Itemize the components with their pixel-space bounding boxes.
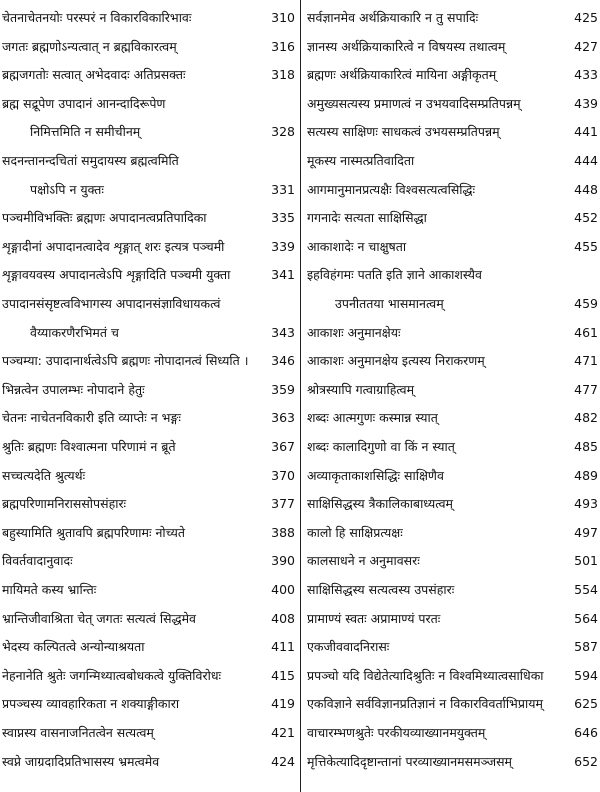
toc-entry: [0, 549, 297, 573]
toc-entry-page: 485: [574, 439, 598, 454]
toc-entry: [0, 607, 297, 631]
toc-entry-page: 425: [574, 10, 598, 25]
toc-entry-page: 493: [574, 496, 598, 512]
toc-entry-page: 424: [271, 753, 295, 769]
toc-entry-page: 370: [271, 467, 295, 483]
toc-entry-title: नेहनानेति श्रुतेः जगन्मिथ्यात्वबोधकत्वे युक्तिविरोधः: [2, 667, 222, 683]
toc-entry: [305, 149, 600, 173]
toc-entry-page: 441: [574, 124, 598, 140]
toc-entry-title: भेदस्य कल्पितत्वे अन्योन्याश्रयता: [2, 639, 145, 655]
toc-entry-page: 343: [271, 324, 295, 340]
toc-entry-page: 652: [574, 753, 598, 769]
toc-entry-title: चेतनाचेतनयोः परस्परं न विकारविकारिभावः: [2, 10, 192, 25]
toc-entry-title: श्रुतिः ब्रह्मणः विश्वात्मना परिणामं न ब्रूते: [2, 439, 176, 454]
toc-entry-page: 459: [574, 296, 598, 311]
toc-entry: [0, 750, 297, 774]
toc-entry-title: वैय्याकरणैरभिमतं च: [30, 324, 119, 340]
toc-entry-title: ब्रह्म सद्रूपेण उपादानं आनन्दादिरूपेण: [2, 95, 166, 111]
toc-entry-title: पञ्चम्या: उपादानार्थत्वेऽपि ब्रह्मणः नोपादानत्वं सिध्यति ।: [2, 353, 249, 369]
toc-entry-page: 341: [271, 267, 295, 283]
toc-entry-title: सदनन्तानन्दचितां समुदायस्य ब्रह्मत्वमिति: [2, 153, 179, 168]
toc-entry: [305, 235, 600, 259]
toc-entry-page: 477: [574, 381, 598, 397]
toc-entry-page: 316: [271, 38, 295, 54]
toc-entry: [0, 406, 297, 430]
toc-entry-title: शृङ्गावयवस्य अपादानत्वेऽपि शृङ्गादिति पञ्चमी युक्ता: [2, 267, 231, 283]
toc-entry-page: 461: [574, 324, 598, 340]
toc-entry-page: 455: [574, 238, 598, 254]
toc-entry: [305, 464, 600, 488]
toc-entry: [305, 292, 600, 316]
toc-entry-page: 328: [271, 124, 295, 140]
toc-entry: [0, 63, 297, 87]
toc-entry-page: 346: [271, 353, 295, 369]
toc-entry-title: उपनीततया भासमानत्वम्: [335, 296, 444, 311]
column-divider: [300, 0, 301, 792]
toc-entry-page: 497: [574, 524, 598, 540]
toc-entry: [305, 750, 600, 774]
toc-entry-title: शब्दः आत्मगुणः कस्मान्न स्यात्: [307, 410, 438, 426]
toc-entry: [305, 692, 600, 716]
toc-entry-page: 359: [271, 381, 295, 397]
toc-entry: [0, 492, 297, 516]
toc-entry-title: अव्याकृताकाशसिद्धिः साक्षिणैव: [307, 467, 444, 483]
toc-entry-page: 646: [574, 725, 598, 740]
toc-entry-page: 501: [574, 553, 598, 569]
toc-entry-page: 408: [271, 610, 295, 626]
toc-entry-title: विवर्तवादानुवादः: [2, 553, 73, 569]
toc-entry: [305, 378, 600, 402]
toc-entry-title: शृङ्गादीनां अपादानत्वादेव शृङ्गात् शरः इत्यत्र पञ्चमी: [2, 238, 225, 254]
toc-entry: [305, 92, 600, 116]
toc-entry: [0, 6, 297, 30]
toc-entry: [305, 35, 600, 59]
toc-entry-title: सच्चत्यदेति श्रुत्यर्थः: [2, 467, 86, 483]
toc-entry-title: प्रामाण्यं स्वतः अप्रामाण्यं परतः: [307, 610, 441, 626]
toc-entry: [0, 378, 297, 402]
toc-entry: [0, 349, 297, 373]
toc-entry: [305, 664, 600, 688]
toc-entry: [0, 435, 297, 459]
toc-entry: [305, 435, 600, 459]
toc-entry: [0, 235, 297, 259]
toc-entry-page: 335: [271, 210, 295, 226]
toc-entry-page: 433: [574, 67, 598, 83]
toc-entry-title: एकजीववादनिरासः: [307, 639, 390, 655]
toc-entry-page: 554: [574, 582, 598, 597]
toc-entry-title: भ्रान्तिजीवाश्रिता चेत् जगतः सत्यत्वं सिद्धमेव: [2, 610, 196, 626]
toc-entry-page: 419: [271, 696, 295, 712]
toc-entry: [305, 263, 600, 287]
toc-entry-page: 411: [271, 639, 295, 655]
toc-entry-title: ब्रह्मणः अर्थक्रियाकारित्वं मायिना अङ्गीकृतम्: [307, 67, 497, 83]
toc-entry: [0, 92, 297, 116]
toc-entry: [305, 63, 600, 87]
toc-entry: [0, 521, 297, 545]
toc-entry-title: कालो हि साक्षिप्रत्यक्षः: [307, 524, 403, 540]
toc-entry: [305, 349, 600, 373]
toc-entry-title: स्वप्ने जाग्रदादिप्रतिभासस्य भ्रमत्वमेव: [2, 753, 160, 769]
toc-entry: [0, 635, 297, 659]
toc-entry: [305, 178, 600, 202]
toc-entry-title: साक्षिसिद्धस्य सत्यत्वस्य उपसंहारः: [307, 582, 455, 597]
toc-entry: [0, 263, 297, 287]
toc-entry-page: 421: [271, 725, 295, 740]
toc-entry-page: 427: [574, 38, 598, 54]
toc-entry-title: आगमानुमानप्रत्यक्षैः विश्वसत्यत्वसिद्धिः: [307, 181, 476, 197]
toc-entry: [0, 120, 297, 144]
toc-entry-title: प्रपञ्चो यदि विद्येतेत्यादिश्रुतिः न विश्वमिथ्यात्वसाधिका: [307, 667, 544, 683]
toc-entry-title: गगनादेः सत्यता साक्षिसिद्धा: [307, 210, 427, 226]
toc-entry-title: अमुख्यसत्यस्य प्रमाणत्वं न उभयवादिसम्प्रतिपन्नम्: [307, 95, 521, 111]
toc-entry-title: एकविज्ञाने सर्वविज्ञानप्रतिज्ञानं न विकारविवर्ताभिप्रायम्: [307, 696, 543, 712]
toc-entry-title: आकाशादेः न चाक्षुषता: [307, 238, 407, 254]
toc-entry-page: 448: [574, 181, 598, 197]
toc-entry-title: इहविहंगमः पतति इति ज्ञाने आकाशस्यैव: [307, 267, 482, 283]
toc-entry: [305, 120, 600, 144]
toc-entry: [0, 178, 297, 202]
toc-entry-page: 452: [574, 210, 598, 226]
toc-entry-page: 471: [574, 353, 598, 369]
toc-entry-page: 339: [271, 238, 295, 254]
toc-entry-title: सत्यस्य साक्षिणः साधकत्वं उभयसम्प्रतिपन्नम्: [307, 124, 500, 140]
toc-entry-page: 310: [271, 10, 295, 25]
toc-entry-page: 388: [271, 524, 295, 540]
toc-entry-title: श्रोत्रस्यापि गत्वाग्राहित्वम्: [307, 381, 415, 397]
toc-entry-title: प्रपञ्चस्य व्यावहारिकता न शक्याङ्गीकारा: [2, 696, 180, 712]
toc-entry-page: 400: [271, 582, 295, 597]
toc-entry-page: 390: [271, 553, 295, 569]
toc-entry-title: ब्रह्मजगतोः सत्वात् अभेदवादः अतिप्रसक्तः: [2, 67, 186, 83]
toc-entry: [305, 6, 600, 30]
toc-entry-page: 482: [574, 410, 598, 426]
toc-entry-title: उपादानसंसृष्टत्वविभागस्य अपादानसंज्ञाविधायकत्वं: [2, 296, 221, 311]
toc-entry-page: 444: [574, 153, 598, 168]
toc-entry: [0, 578, 297, 602]
toc-entry: [0, 292, 297, 316]
toc-entry-title: मृत्तिकेत्यादिदृष्टान्तानां परव्याख्यानमसमञ्जसम्: [307, 753, 513, 769]
toc-entry-page: 594: [574, 667, 598, 683]
toc-entry-page: 363: [271, 410, 295, 426]
toc-entry-page: 415: [271, 667, 295, 683]
toc-entry-title: मूकस्य नास्मत्प्रतिवादिता: [307, 153, 415, 168]
toc-entry: [305, 406, 600, 430]
toc-entry-page: 625: [574, 696, 598, 712]
toc-entry: [305, 492, 600, 516]
toc-entry: [0, 35, 297, 59]
toc-entry-page: 587: [574, 639, 598, 655]
toc-entry-page: 367: [271, 439, 295, 454]
toc-entry-title: सर्वज्ञानमेव अर्थक्रियाकारि न तु सपादिः: [307, 10, 479, 25]
toc-entry-title: स्वाप्नस्य वासनाजनितत्वेन सत्यत्वम्: [2, 725, 154, 740]
toc-entry-title: ब्रह्मपरिणामनिराससोपसंहारः: [2, 496, 127, 512]
toc-entry-page: 489: [574, 467, 598, 483]
toc-entry-page: 331: [271, 181, 295, 197]
toc-entry-page: 377: [271, 496, 295, 512]
toc-entry: [305, 521, 600, 545]
toc-entry: [305, 607, 600, 631]
toc-entry: [0, 464, 297, 488]
toc-entry: [305, 721, 600, 745]
toc-entry-title: बहुस्यामिति श्रुतावपि ब्रह्मपरिणामः नोच्यते: [2, 524, 185, 540]
toc-entry-page: 564: [574, 610, 598, 626]
toc-entry-title: कालसाधने न अनुमावसरः: [307, 553, 420, 569]
toc-entry-title: पञ्चमीविभक्तिः ब्रह्मणः अपादानत्वप्रतिपादिका: [2, 210, 207, 226]
toc-entry: [0, 149, 297, 173]
toc-entry: [0, 721, 297, 745]
toc-entry: [0, 321, 297, 345]
toc-entry-page: 318: [271, 67, 295, 83]
toc-entry-page: 439: [574, 95, 598, 111]
toc-entry-title: वाचारम्भणश्रुतेः परकीयव्याख्यानमयुक्तम्: [307, 725, 486, 740]
toc-entry-title: पक्षोऽपि न युक्तः: [30, 181, 104, 197]
toc-entry: [0, 206, 297, 230]
toc-entry: [305, 206, 600, 230]
toc-entry-title: साक्षिसिद्धस्य त्रैकालिकाबाध्यत्वम्: [307, 496, 453, 512]
toc-entry-title: आकाशः अनुमानक्षेयः: [307, 324, 401, 340]
toc-entry-title: चेतनः नाचेतनविकारी इति व्याप्तेः न भङ्गः: [2, 410, 181, 426]
toc-entry-title: आकाशः अनुमानक्षेय इत्यस्य निराकरणम्: [307, 353, 485, 369]
toc-entry-title: भिन्नत्वेन उपालम्भः नोपादाने हेतुः: [2, 381, 145, 397]
toc-entry: [0, 664, 297, 688]
toc-entry: [0, 692, 297, 716]
toc-entry-title: निमित्तमिति न समीचीनम्: [30, 124, 141, 140]
toc-entry: [305, 578, 600, 602]
toc-entry: [305, 635, 600, 659]
toc-entry: [305, 321, 600, 345]
toc-entry-title: ज्ञानस्य अर्थक्रियाकारित्वे न विषयस्य तथात्वम्: [307, 38, 506, 54]
toc-entry-title: जगतः ब्रह्मणोऽन्यत्वात् न ब्रह्मविकारत्वम्: [2, 38, 177, 54]
toc-entry-title: मायिमते कस्य भ्रान्तिः: [2, 582, 97, 597]
toc-entry-title: शब्दः कालादिगुणो वा किं न स्यात्: [307, 439, 455, 454]
toc-entry: [305, 549, 600, 573]
